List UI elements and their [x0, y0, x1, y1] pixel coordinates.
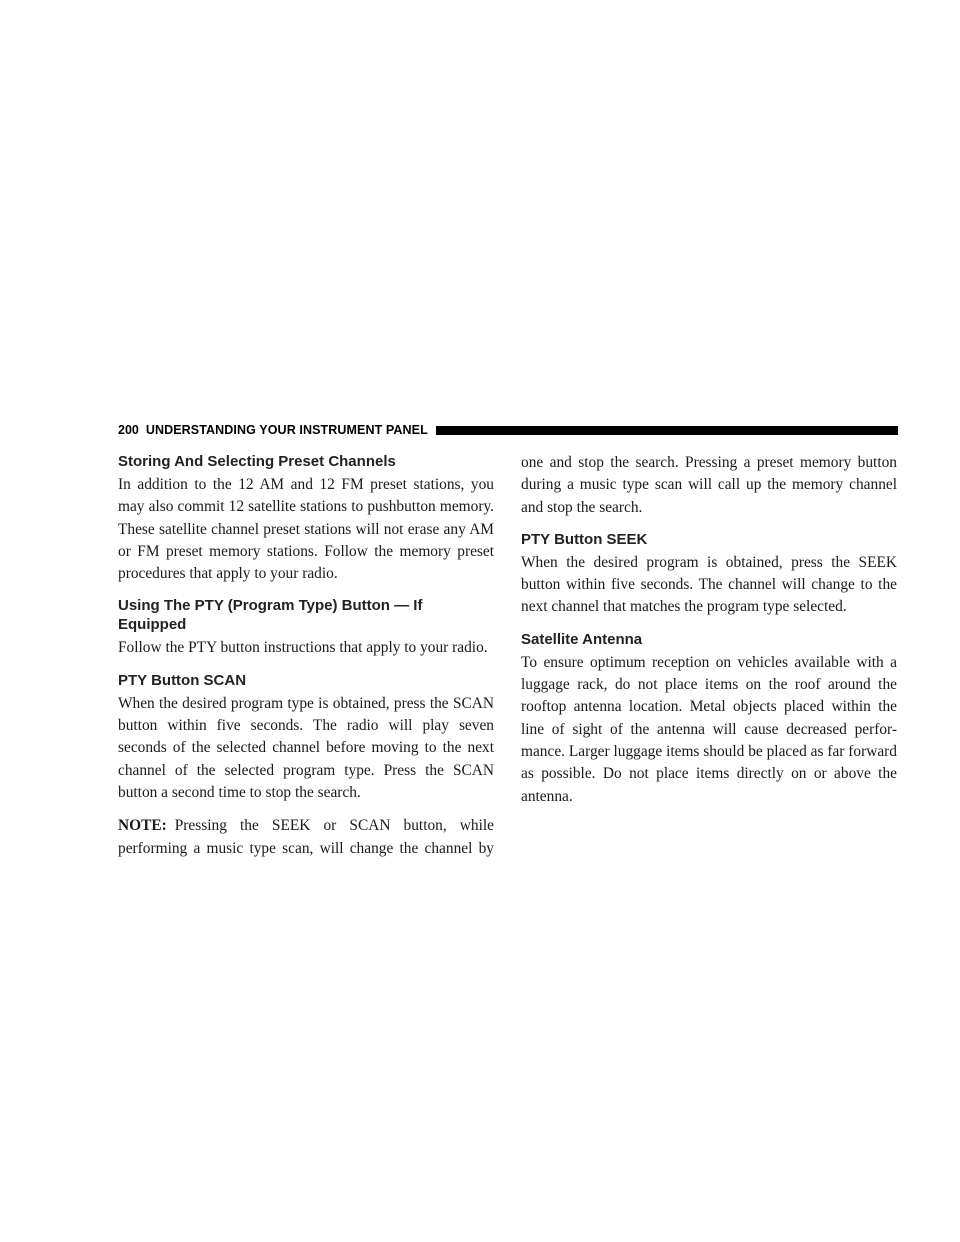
right-column — [521, 452, 897, 819]
section-pty-scan — [118, 671, 494, 804]
left-column — [118, 452, 494, 860]
section-title: UNDERSTANDING YOUR INSTRUMENT PANEL — [145, 423, 428, 437]
section-pty-seek — [521, 530, 897, 619]
continuation-block — [521, 452, 897, 519]
section-storing-presets — [118, 452, 494, 585]
body-pty-button: Follow the PTY button instructions that apply to your radio. — [118, 639, 488, 657]
note-label: NOTE: — [118, 817, 167, 835]
heading-satellite-antenna: Satellite Antenna — [521, 630, 643, 648]
note-body: Pressing the SEEK or SCAN button, while performing a music type scan, will change the channel by — [118, 817, 494, 857]
body-pty-seek: When the desired program is obtained, press the SEEK button within five seconds. The channel will change to the next channel that matches the program type selected. — [521, 553, 897, 616]
page-header — [118, 422, 898, 438]
body-storing-presets: In addition to the 12 AM and 12 FM preset stations, you may also commit 12 satellite stations to pushbutton memory. These satellite channel preset stations will not erase any AM or FM preset memory stations. Follow the memory preset procedures that apply to your radio. — [118, 476, 494, 583]
heading-pty-scan: PTY Button SCAN — [118, 671, 247, 689]
heading-storing-presets: Storing And Selecting Preset Channels — [118, 453, 396, 470]
continuation-text: one and stop the search. Pressing a preset memory button during a music type scan will call up the memory channel and stop the search. — [521, 454, 897, 516]
section-pty-button — [118, 596, 494, 659]
header-rule — [436, 426, 898, 435]
page-number: 200 — [118, 423, 139, 437]
body-satellite-antenna: To ensure optimum reception on vehicles available with a luggage rack, do not place items on the roof around the rooftop antenna location. Metal objects placed within the line of sight of the antenna will cause decreased perfor-mance. Larger luggage items should be placed as far forward as possible. Do not place items directly on or above the antenna. — [521, 653, 897, 805]
section-satellite-antenna — [521, 630, 897, 808]
heading-pty-seek: PTY Button SEEK — [521, 530, 648, 548]
heading-pty-button: Using The PTY (Program Type) Button — If Equipped — [118, 597, 423, 634]
body-pty-scan: When the desired program type is obtained, press the SCAN button within five seconds. The radio will play seven seconds of the selected channel before moving to the next channel of the selected program type. Press the SCAN button a second time to stop the search. — [118, 694, 494, 801]
note-paragraph — [118, 815, 494, 860]
